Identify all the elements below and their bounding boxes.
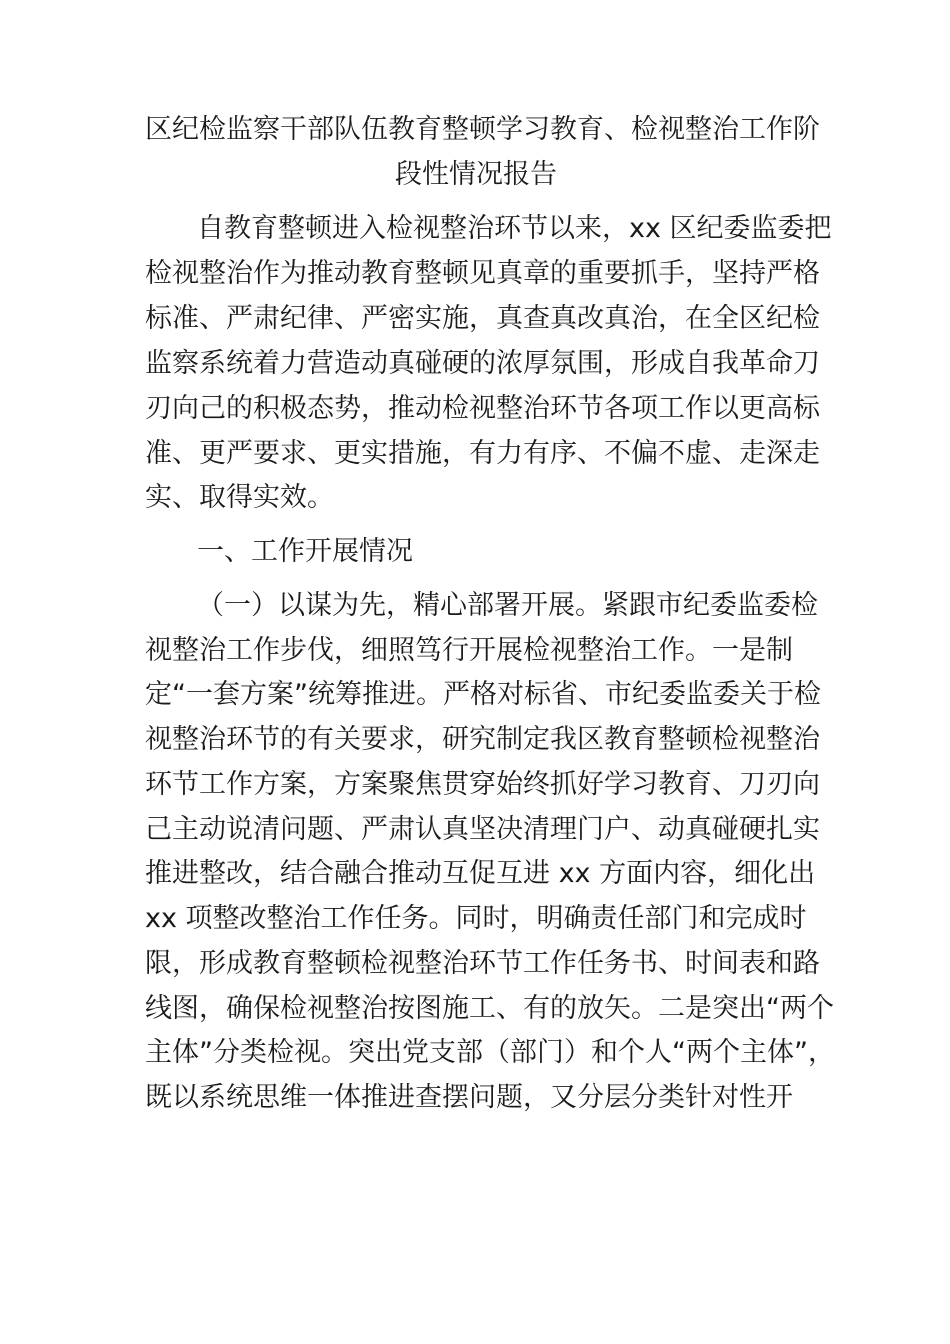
paragraph-intro-line: 准、更严要求、更实措施，有力有序、不偏不虚、走深走 [145,438,820,469]
paragraph-section1-line: 既以系统思维一体推进查摆问题，又分层分类针对性开 [145,1082,793,1113]
paragraph-section1-line: 视整治工作步伐，细照笃行开展检视整治工作。一是制 [145,635,793,666]
paragraph-intro-line: 监察系统着力营造动真碰硬的浓厚氛围，形成自我革命刀 [145,348,820,379]
paragraph-section1-line: （一）以谋为先，精心部署开展。紧跟市纪委监委检 [197,590,818,621]
paragraph-section1-line: 环节工作方案，方案聚焦贯穿始终抓好学习教育、刀刃向 [145,769,820,800]
paragraph-section1-line: xx 项整改整治工作任务。同时，明确责任部门和完成时 [145,903,807,934]
paragraph-section1-line: 己主动说清问题、严肃认真坚决清理门户、动真碰硬扎实 [145,814,820,845]
paragraph-intro-line: 实、取得实效。 [145,482,334,513]
section-heading: 一、工作开展情况 [197,536,413,567]
paragraph-intro-line: 检视整治作为推动教育整顿见真章的重要抓手，坚持严格 [145,258,820,289]
paragraph-intro-line: 标准、严肃纪律、严密实施，真查真改真治，在全区纪检 [145,303,820,334]
paragraph-intro-line: 刃向己的积极态势，推动检视整治环节各项工作以更高标 [145,393,820,424]
paragraph-section1-line: 线图，确保检视整治按图施工、有的放矢。二是突出“两个 [145,993,834,1024]
paragraph-section1-line: 推进整改，结合融合推动互促互进 xx 方面内容，细化出 [145,858,816,889]
paragraph-section1-line: 主体”分类检视。突出党支部（部门）和个人“两个主体”， [145,1037,835,1068]
paragraph-section1-line: 定“一套方案”统筹推进。严格对标省、市纪委监委关于检 [145,679,821,710]
document-title-line-2: 段性情况报告 [395,159,557,190]
document-title-line-1: 区纪检监察干部队伍教育整顿学习教育、检视整治工作阶 [145,114,820,145]
paragraph-section1-line: 限，形成教育整顿检视整治环节工作任务书、时间表和路 [145,948,820,979]
paragraph-section1-line: 视整治环节的有关要求，研究制定我区教育整顿检视整治 [145,724,820,755]
paragraph-intro-line: 自教育整顿进入检视整治环节以来，xx 区纪委监委把 [197,213,832,244]
